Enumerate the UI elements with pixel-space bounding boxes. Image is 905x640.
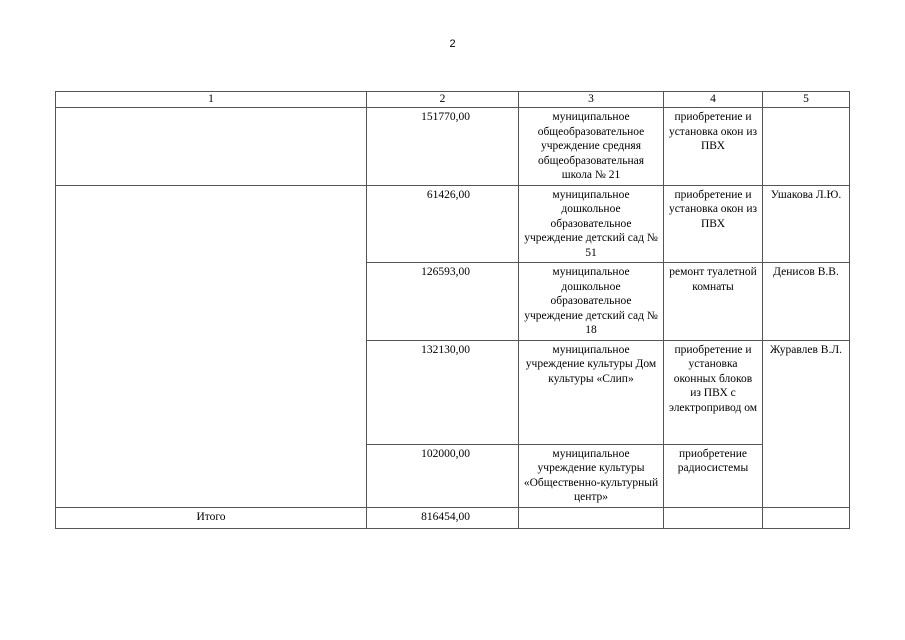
purpose-cell: ремонт туалетной комнаты bbox=[664, 263, 763, 341]
header-col-1: 1 bbox=[56, 92, 367, 108]
institution-cell: муниципальное учреждение культуры «Общественно-культурный центр» bbox=[519, 444, 664, 507]
total-label: Итого bbox=[56, 507, 367, 528]
recipient-cell bbox=[56, 108, 367, 186]
responsible-cell: Денисов В.В. bbox=[763, 263, 850, 341]
purpose-cell: приобретение и установка окон из ПВХ bbox=[664, 185, 763, 263]
page-number: 2 bbox=[449, 38, 456, 50]
responsible-cell: Ушакова Л.Ю. bbox=[763, 185, 850, 263]
table-row bbox=[56, 185, 850, 263]
total-amount: 816454,00 bbox=[367, 507, 519, 528]
header-col-2: 2 bbox=[367, 92, 519, 108]
empty-cell bbox=[763, 507, 850, 528]
purpose-cell: приобретение радиосистемы bbox=[664, 444, 763, 507]
expenditure-table bbox=[55, 91, 850, 529]
total-row bbox=[56, 507, 850, 528]
header-col-3: 3 bbox=[519, 92, 664, 108]
recipient-cell bbox=[56, 185, 367, 507]
responsible-cell bbox=[763, 108, 850, 186]
purpose-cell: приобретение и установка оконных блоков из ПВХ с электропривод ом bbox=[664, 340, 763, 444]
header-col-4: 4 bbox=[664, 92, 763, 108]
amount-cell: 151770,00 bbox=[367, 108, 519, 186]
header-row bbox=[56, 92, 850, 108]
amount-cell: 126593,00 bbox=[367, 263, 519, 341]
responsible-cell: Журавлев В.Л. bbox=[763, 340, 850, 507]
amount-cell: 61426,00 bbox=[367, 185, 519, 263]
empty-cell bbox=[519, 507, 664, 528]
institution-cell: муниципальное общеобразовательное учреждение средняя общеобразовательная школа № 21 bbox=[519, 108, 664, 186]
institution-cell: муниципальное дошкольное образовательное учреждение детский сад № 18 bbox=[519, 263, 664, 341]
institution-cell: муниципальное учреждение культуры Дом культуры «Слип» bbox=[519, 340, 664, 444]
empty-cell bbox=[664, 507, 763, 528]
purpose-cell: приобретение и установка окон из ПВХ bbox=[664, 108, 763, 186]
amount-cell: 132130,00 bbox=[367, 340, 519, 444]
header-col-5: 5 bbox=[763, 92, 850, 108]
amount-cell: 102000,00 bbox=[367, 444, 519, 507]
table-row bbox=[56, 108, 850, 186]
institution-cell: муниципальное дошкольное образовательное учреждение детский сад № 51 bbox=[519, 185, 664, 263]
